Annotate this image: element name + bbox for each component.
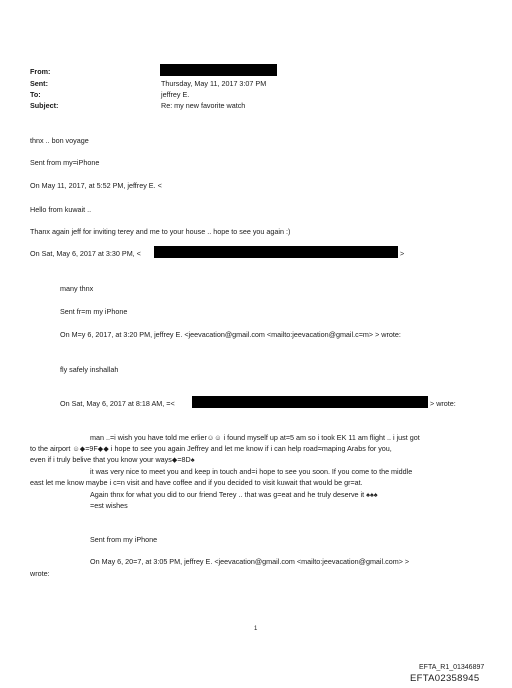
quote-line-2: Sent fr=m my iPhone [60,307,128,316]
to-label: To: [30,90,41,99]
body-line-1: thnx .. bon voyage [30,136,89,145]
page-number: 1 [254,626,258,632]
bates-id-large: EFTA02358945 [410,673,480,684]
body-line-5: Thanx again jeff for inviting terey and me to your house .. hope to see you again :) [30,227,291,236]
para-line-4: it was very nice to meet you and keep in touch and=i hope to see you soon. If you come to the middle [90,467,413,476]
body-line-6b: > [400,249,405,258]
para-line-6: Again thnx for what you did to our friend Terey .. that was g=eat and he truly deserve it ♠♠♠ [90,490,378,499]
body-line-6a: On Sat, May 6, 2017 at 3:30 PM, < [30,249,141,258]
para-line-5: east let me know maybe i c=n visit and have coffee and if you decided to visit kuwait that would be gr=at. [30,478,363,487]
sig-line-1: Sent from my iPhone [90,535,158,544]
quote-line-4: fly safely inshallah [60,365,119,374]
to-value: jeffrey E. [161,90,190,99]
para-line-7: =est wishes [90,501,128,510]
quote-line-3: On M=y 6, 2017, at 3:20 PM, jeffrey E. <jeevacation@gmail.com <mailto:jeevacation@gmail.c=m> > wrote: [60,330,401,339]
body-line-2: Sent from my=iPhone [30,158,100,167]
subject-value: Re: my new favorite watch [161,101,246,110]
sent-value: Thursday, May 11, 2017 3:07 PM [161,79,267,88]
subject-label: Subject: [30,101,59,110]
quote-line-5b: > wrote: [430,399,456,408]
redaction-sender-1 [154,246,398,258]
redaction-from [160,64,277,76]
body-line-3: On May 11, 2017, at 5:52 PM, jeffrey E. < [30,181,162,190]
para-line-3: even if i truly belive that you know your ways◆=8D♠ [30,455,195,464]
para-line-1: man ..=i wish you have told me erlier☺☺ i found myself up at=5 am so i took EK 11 am flight .. i just got [90,433,420,442]
bates-id-small: EFTA_R1_01346897 [419,664,485,671]
quote-line-5a: On Sat, May 6, 2017 at 8:18 AM, =< [60,399,175,408]
redaction-sender-2 [192,396,428,408]
body-line-4: Hello from kuwait .. [30,205,92,214]
quote-line-1: many thnx [60,284,94,293]
sig-line-2: On May 6, 20=7, at 3:05 PM, jeffrey E. <jeevacation@gmail.com <mailto:jeevacation@gmail.com> > [90,557,410,566]
sig-line-3: wrote: [30,569,50,578]
para-line-2: to the airport ☺◆=9F◆◆ i hope to see you again Jeffrey and let me know if i can help road=maping Arabs for you, [30,444,392,453]
sent-label: Sent: [30,79,48,88]
from-label: From: [30,67,51,76]
